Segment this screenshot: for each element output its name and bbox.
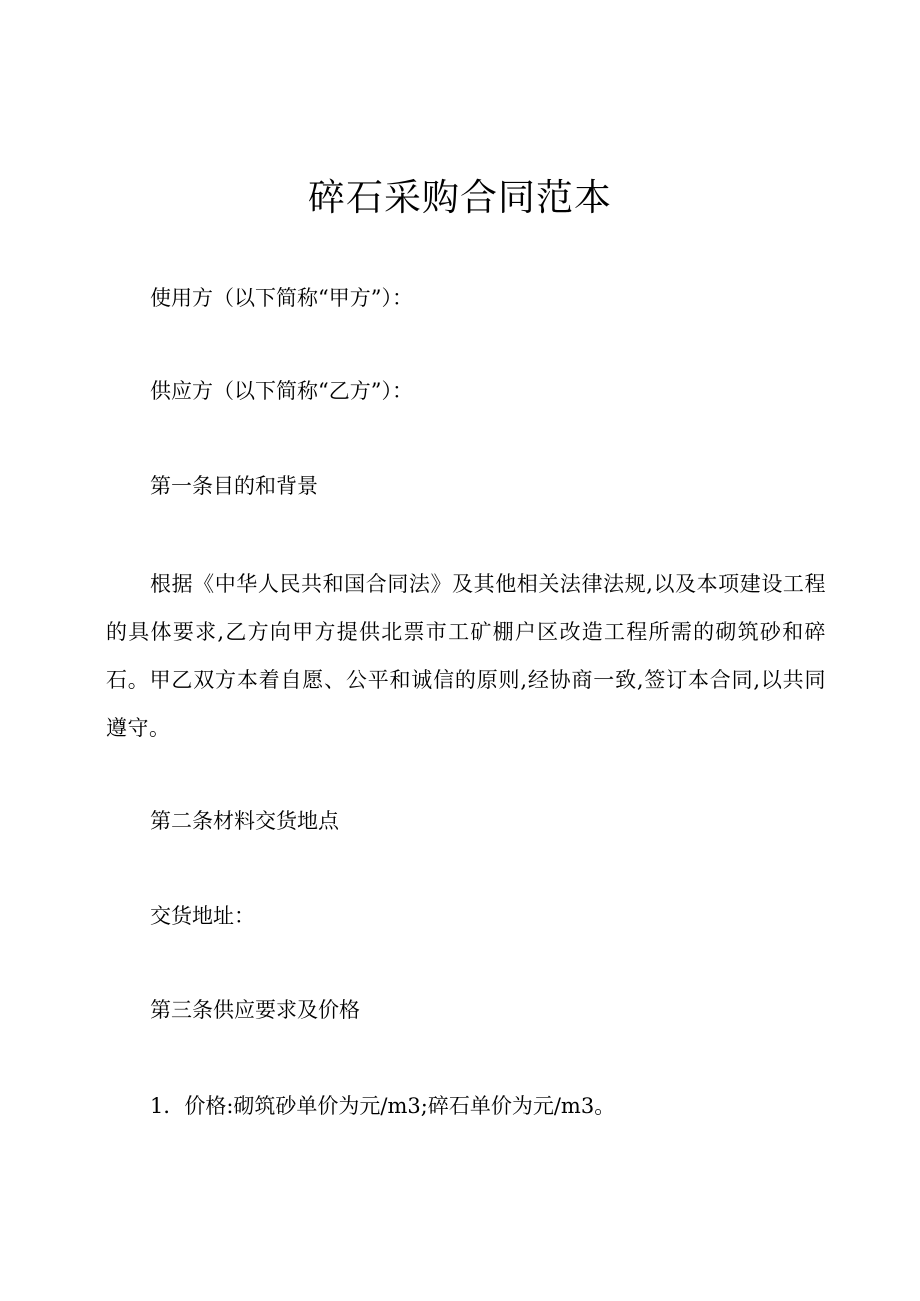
- article-2-heading: 第二条材料交货地点: [150, 809, 339, 833]
- price-clause: 1．价格:砌筑砂单价为元/m3;碎石单价为元/m3。: [150, 1094, 616, 1118]
- party-b-line: 供应方（以下简称“乙方”）：: [150, 379, 413, 403]
- party-a-line: 使用方（以下简称“甲方”）：: [150, 286, 413, 310]
- article-3-heading: 第三条供应要求及价格: [150, 998, 360, 1022]
- article-1-heading: 第一条目的和背景: [150, 474, 318, 498]
- article-1-body: 根据《中华人民共和国合同法》及其他相关法律法规,以及本项建设工程的具体要求,乙方向甲方提供北票市工矿棚户区改造工程所需的砌筑砂和碎石。甲乙双方本着自愿、公平和诚信的原则,经协商一致,签订本合同,以共同遵守。: [106, 572, 826, 740]
- document-title: 碎石采购合同范本: [308, 176, 612, 219]
- delivery-address-line: 交货地址：: [150, 904, 255, 928]
